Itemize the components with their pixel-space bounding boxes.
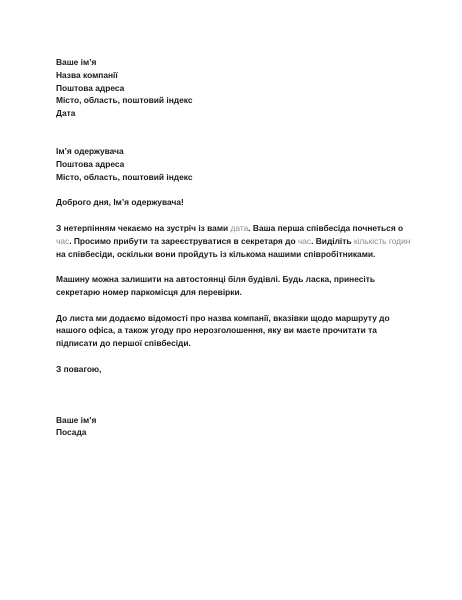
paragraph-text: . Просимо прибути та зареєструватися в секретаря до (69, 235, 298, 246)
signature-title[interactable]: Посада (56, 427, 87, 438)
sender-company[interactable]: Назва компанії (56, 69, 118, 80)
recipient-block (56, 145, 416, 183)
closing[interactable]: З повагою, (56, 363, 102, 374)
hours-placeholder[interactable]: кількість годин (353, 235, 411, 246)
paragraph-text: . Ваша перша співбесіда почнеться о (248, 222, 404, 233)
paragraph-parking[interactable]: Машину можна залишити на автостоянці біля будівлі. Будь ласка, принесіть секретарю номер паркомісця для перевірки. (56, 274, 375, 297)
paragraph-text: З нетерпінням чекаємо на зустріч із вами (56, 222, 231, 233)
sender-name[interactable]: Ваше ім’я (56, 57, 97, 67)
greeting[interactable]: Доброго дня, Ім’я одержувача! (56, 197, 184, 208)
paragraph-text: . Виділіть (311, 235, 354, 246)
letter-body (56, 56, 416, 439)
paragraph-interview[interactable] (56, 222, 416, 260)
letter-date[interactable]: Дата (56, 108, 76, 119)
paragraph-text: на співбесіди, оскільки вони пройдуть із кількома нашими співробітниками. (56, 248, 376, 259)
recipient-name[interactable]: Ім’я одержувача (56, 145, 124, 156)
signature-name[interactable]: Ваше ім’я (56, 414, 97, 425)
date-placeholder[interactable]: дата (230, 222, 249, 233)
signature-block (56, 414, 416, 440)
sender-block (56, 56, 416, 120)
time-placeholder[interactable]: час (297, 235, 312, 246)
sender-city[interactable]: Місто, область, поштовий індекс (56, 95, 193, 106)
sender-address[interactable]: Поштова адреса (56, 82, 125, 93)
time-placeholder[interactable]: час (56, 235, 70, 246)
recipient-address[interactable]: Поштова адреса (56, 158, 125, 169)
recipient-city[interactable]: Місто, область, поштовий індекс (56, 171, 193, 182)
paragraph-attachments[interactable]: До листа ми додаємо відомості про назва компанії, вказівки щодо маршруту до нашого офіса, а також угоду про нерозголошення, яку ви маєте прочитати та підписати до першої співбесіди. (56, 312, 390, 349)
